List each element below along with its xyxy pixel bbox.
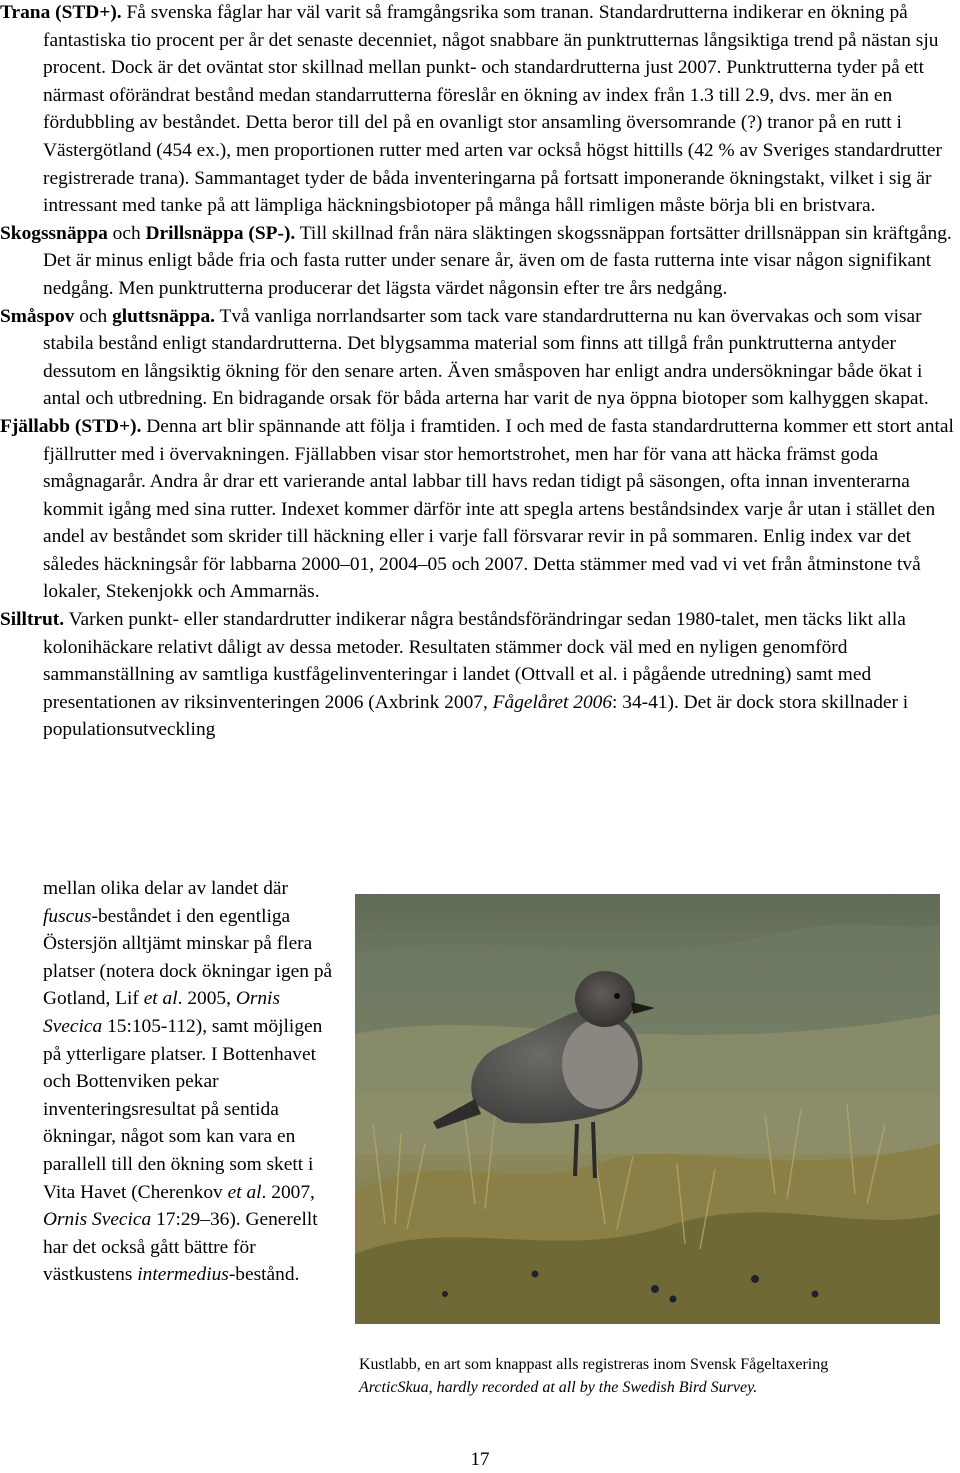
text-silltrut-a: Varken punkt- eller standardrutter indikerar några beståndsförändringar sedan 1980-talet, men täcks likt alla kolonihäckare relativt dåligt av dessa metoder. Resultaten stämmer dock väl med en nyligen genomförd sammanställning av samtliga kustfågelinventeringar i landet (Ottvall et al. i pågående utredning) samt med presentationen av riksinventeringen 2006 (Axbrink 2007, — [43, 609, 906, 713]
heading-fjallabb: Fjällabb (STD+). — [0, 415, 142, 437]
photo-caption — [359, 1353, 959, 1399]
text-lower-5: . 2007, — [261, 1181, 315, 1203]
heading-smaspov: Småspov — [0, 305, 75, 327]
heading-silltrut: Silltrut. — [0, 609, 65, 631]
text-skogssnappa: Till skillnad från nära släktingen skogssnäppan fortsätter drillsnäppan sin kräftgång. Det är minus enligt både fria och fasta rutter under senare år, även om de fasta rutterna inte visar någon signifikant nedgång. Men punktrutterna producerar det lägsta värdet någonsin efter tre års nedgång. — [43, 222, 952, 299]
text-italic-ornis-1: Ornis Svecica — [43, 988, 280, 1037]
section-smaspov — [0, 303, 960, 413]
heading-drillsnappa: Drillsnäppa (SP-). — [145, 222, 296, 244]
text-silltrut-italic-fagelaret: Fågelåret 2006 — [492, 691, 613, 713]
section-skogssnappa — [0, 220, 960, 303]
section-fjallabb — [0, 413, 960, 606]
caption-english: ArcticSkua, hardly recorded at all by the Swedish Bird Survey. — [359, 1379, 758, 1396]
caption-swedish: Kustlabb, en art som knappast alls registreras inom Svensk Fågeltaxering — [359, 1356, 829, 1373]
lower-area — [0, 875, 960, 1435]
text-fjallabb: Denna art blir spännande att följa i framtiden. I och med de fasta standardrutterna kommer ett stort antal fjällrutter med i övervakningen. Fjällabben visar stor hemortstrohet, men har för vana att häcka främst goda smågnagarår. Andra år drar ett varierande antal labbar till havs redan tidigt på säsongen, ofta innan inventerarna kommit igång med sina rutter. Indexet kommer därför inte att spegla artens beståndsindex varje år utan i stället den andel av beståndet som skrider till häckning eller i varje fall försvarar revir in på sommaren. Enlig index var det således häckningsår för labbarna 2000–01, 2004–05 och 2007. Detta stämmer med vad vi vet från åtminstone två lokaler, Stekenjokk och Ammarnäs. — [43, 415, 954, 603]
section-trana — [0, 0, 960, 220]
text-trana: Få svenska fåglar har väl varit så framgångsrika som tranan. Standardrutterna indikerar en ökning på fantastiska tio procent per år det senaste decenniet, något snabbare än punktrutternas långsiktiga trend på nästan sju procent. Dock är det oväntat stor skillnad mellan punkt- och standardrutterna just 2007. Punktrutterna tyder på ett närmast oförändrat bestånd medan standarrutterna föreslår en ökning av index från 1.3 till 2.9, dvs. mer än en fördubbling av beståndet. Detta beror till del på en ovanligt stor ansamling översomrande (?) tranor på en rutt i Västergötland (454 ex.), men proportionen rutter med arten var också högst hittills (42 % av Sveriges standardrutter registrerade trana). Sammantaget tyder de båda inventeringarna på fortsatt imponerande ökningstakt, vilket i sig är intressant med tanke på att lämpliga häckningsbiotoper på många håll rimligen måste börja bli en bristvara. — [43, 2, 942, 217]
text-italic-fuscus: fuscus — [43, 905, 92, 927]
text-italic-ornis-2: Ornis Svecica — [43, 1209, 152, 1231]
text-lower-3: . 2005, — [177, 988, 236, 1010]
text-italic-etal-1: et al — [143, 988, 178, 1010]
text-lower-6: 17:29–36). Generellt har det också gått bättre för västkustens — [43, 1209, 318, 1286]
text-silltrut-b: : 34-41). Det är dock stora skillnader i populationsutveckling — [43, 691, 909, 741]
heading-trana: Trana (STD+). — [0, 2, 122, 23]
heading-connector: och — [74, 305, 113, 327]
text-italic-intermedius: intermedius — [137, 1264, 229, 1286]
text-lower-7: -bestånd. — [228, 1264, 300, 1286]
section-silltrut — [0, 606, 960, 744]
bird-photo — [355, 894, 940, 1324]
text-lower-2: -beståndet i den egentliga Östersjön alltjämt minskar på flera platser (notera dock ökningar igen på Gotland, Lif — [43, 905, 333, 1010]
heading-gluttsnappa: gluttsnäppa. — [112, 305, 215, 327]
heading-connector: och — [107, 222, 146, 244]
bird-photo-illustration — [355, 894, 940, 1324]
heading-skogssnappa: Skogssnäppa — [0, 222, 108, 244]
page-number: 17 — [470, 1449, 490, 1470]
text-lower-4: 15:105-112), samt möjligen på ytterligare platser. I Bottenhavet och Bottenviken pekar inventeringsresultat på sentida ökningar, något som kan vara en parallell till den ökning som skett i Vita Havet (Cherenkov — [43, 1015, 323, 1203]
text-lower-1: mellan olika delar av landet där — [43, 878, 288, 899]
text-italic-etal-2: et al — [227, 1181, 262, 1203]
text-smaspov: Två vanliga norrlandsarter som tack vare standardrutterna nu kan övervakas och som visar stabila bestånd enligt standardrutterna. Det blygsamma material som finns att tillgå från punktrutterna antyder dessutom en långsiktig ökning för den senare arten. Även småspoven har enligt andra undersökningar både ökat i antal och utbredning. En bidragande orsak för båda arterna har varit de nya öppna biotoper som kalhyggen skapat. — [43, 305, 929, 410]
silltrut-continued — [43, 875, 343, 1289]
